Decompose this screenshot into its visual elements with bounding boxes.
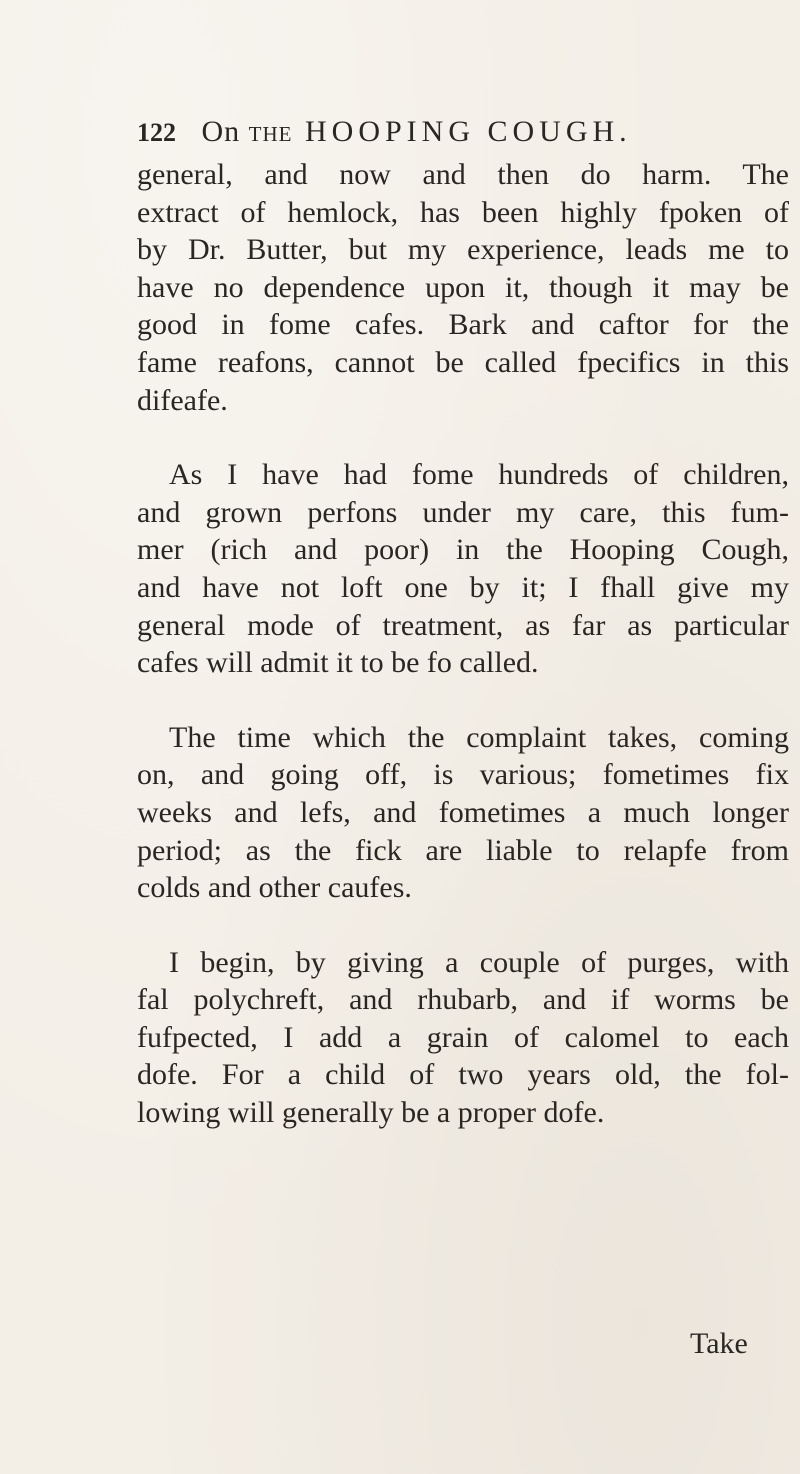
paragraph bbox=[137, 719, 789, 907]
paragraph bbox=[137, 156, 789, 419]
text-line: colds and other caufes. bbox=[137, 871, 412, 905]
page-number: 122 bbox=[137, 118, 176, 147]
text-line: general, and now and then do harm. The bbox=[137, 158, 789, 191]
page-header bbox=[137, 112, 777, 152]
text-line: fufpected, I add a grain of calomel to each bbox=[137, 1020, 789, 1054]
text-line: weeks and lefs, and fometimes a much longer bbox=[137, 795, 789, 829]
text-line: I begin, by giving a couple of purges, with bbox=[169, 945, 789, 979]
paragraph bbox=[137, 944, 789, 1132]
text-line: good in fome cafes. Bark and caftor for the bbox=[137, 308, 789, 342]
text-line: The time which the complaint takes, coming bbox=[169, 720, 789, 754]
text-line: period; as the fick are liable to relapfe from bbox=[137, 833, 789, 867]
catchword: Take bbox=[690, 1327, 748, 1360]
running-head-title: HOOPING COUGH. bbox=[305, 115, 632, 148]
text-line: have no dependence upon it, though it may be bbox=[137, 270, 789, 304]
text-line: general mode of treatment, as far as particular bbox=[137, 608, 789, 642]
text-line: and grown perfons under my care, this fum- bbox=[137, 495, 789, 529]
body-text bbox=[137, 156, 789, 1169]
running-head-on: On bbox=[201, 115, 241, 148]
text-line: on, and going off, is various; fometimes fix bbox=[137, 758, 789, 792]
text-line: dofe. For a child of two years old, the fol- bbox=[137, 1058, 789, 1092]
text-line: As I have had fome hundreds of children, bbox=[169, 458, 789, 492]
text-line: mer (rich and poor) in the Hooping Cough, bbox=[137, 533, 789, 567]
text-line: fame reafons, cannot be called fpecifics in this bbox=[137, 345, 789, 379]
paragraph bbox=[137, 456, 789, 682]
text-line: extract of hemlock, has been highly fpoken of bbox=[137, 195, 789, 229]
text-line: difeafe. bbox=[137, 383, 228, 417]
text-line: and have not loft one by it; I fhall give my bbox=[137, 570, 789, 604]
running-head-the: the bbox=[248, 115, 293, 148]
text-line: cafes will admit it to be fo called. bbox=[137, 646, 539, 680]
running-head bbox=[202, 115, 632, 148]
text-line: fal polychreft, and rhubarb, and if worms be bbox=[137, 983, 789, 1017]
text-line: by Dr. Butter, but my experience, leads me to bbox=[137, 233, 789, 267]
text-line: lowing will generally be a proper dofe. bbox=[137, 1096, 605, 1130]
